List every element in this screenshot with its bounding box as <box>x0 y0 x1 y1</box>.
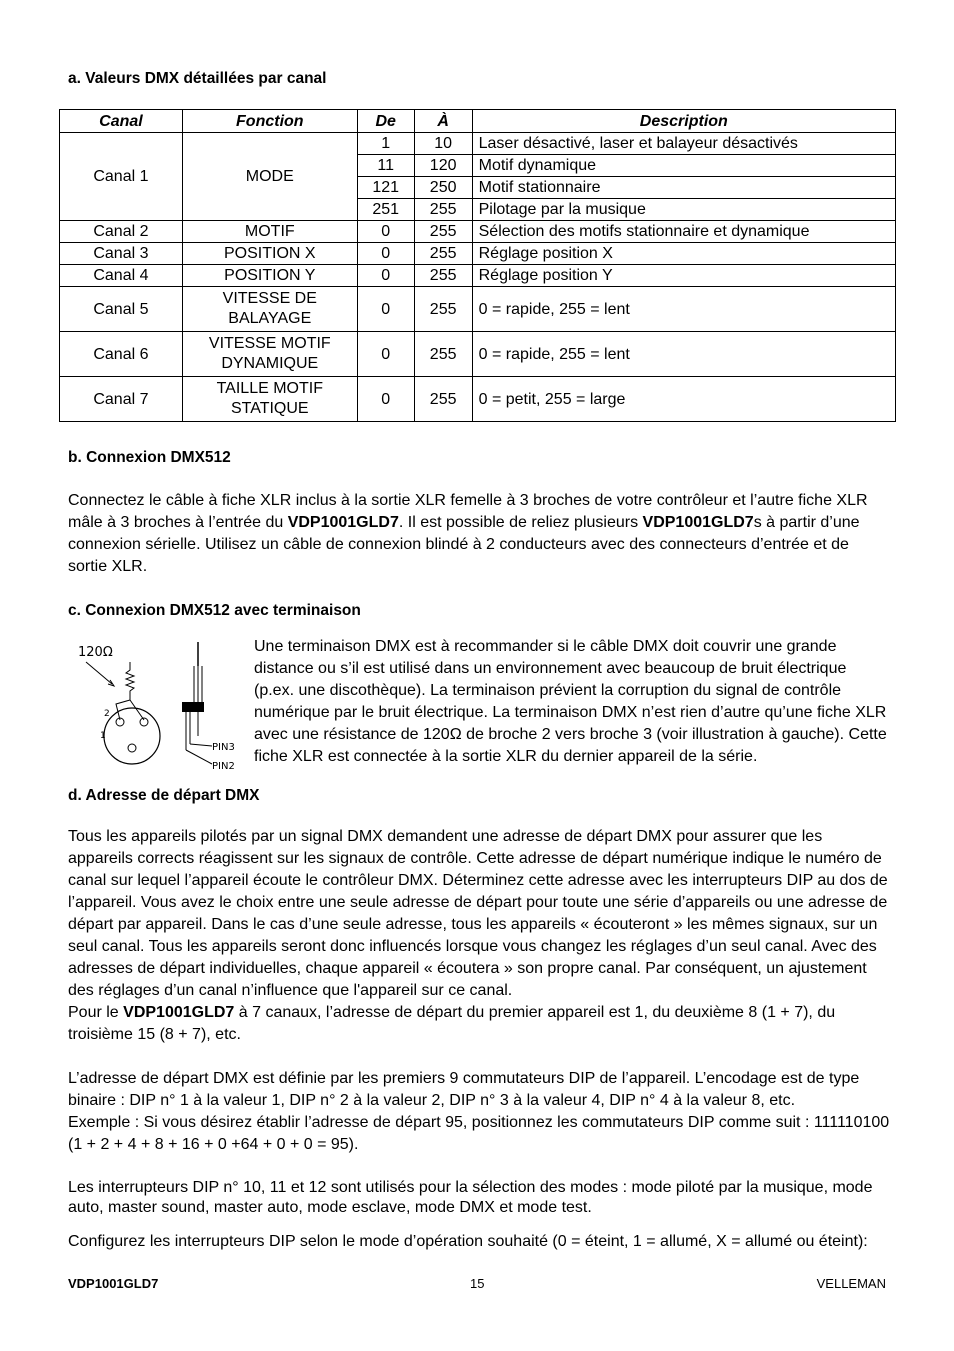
header-canal: Canal <box>60 110 183 133</box>
header-a: À <box>414 110 472 133</box>
paragraph: Exemple : Si vous désirez établir l’adresse de départ 95, positionnez les commutateurs DIP comme suit : 111110100 (1 + 2 + 4 + 8 + 16 + 0 +64 + 0 + 0 = 95). <box>68 1114 890 1153</box>
cell-description: Pilotage par la musique <box>472 199 895 221</box>
product-code: VDP1001GLD7 <box>287 514 399 531</box>
cell-de: 121 <box>357 177 414 199</box>
cell-canal: Canal 7 <box>60 377 183 422</box>
section-a-heading: a. Valeurs DMX détaillées par canal <box>68 70 327 87</box>
pin-icon <box>128 744 136 752</box>
cell-description: Motif stationnaire <box>472 177 895 199</box>
cell-fonction: POSITION X <box>182 243 357 265</box>
cell-description: 0 = rapide, 255 = lent <box>472 287 895 332</box>
table-header-row <box>60 110 896 133</box>
cell-description: Réglage position X <box>472 243 895 265</box>
cell-de: 0 <box>357 377 414 422</box>
text-segment: . Il est possible de reliez plusieurs <box>398 514 643 531</box>
table-row <box>60 332 896 377</box>
dmx-values-table <box>59 109 896 422</box>
cell-description: Réglage position Y <box>472 265 895 287</box>
pin-leader-line <box>190 744 212 746</box>
cell-description: Laser désactivé, laser et balayeur désactivés <box>472 133 895 155</box>
table-row <box>60 287 896 332</box>
cell-a: 120 <box>414 155 472 177</box>
table-row <box>60 265 896 287</box>
cell-fonction: VITESSE DE BALAYAGE <box>182 287 357 332</box>
section-d-heading: d. Adresse de départ DMX <box>68 787 260 804</box>
cell-fonction: POSITION Y <box>182 265 357 287</box>
pin2-label: PIN2 <box>212 761 235 772</box>
cell-description: 0 = rapide, 255 = lent <box>472 332 895 377</box>
table-row <box>60 243 896 265</box>
text-segment: Pour le <box>68 1004 124 1021</box>
cell-de: 0 <box>357 287 414 332</box>
pin-number-label: 1 <box>100 731 106 741</box>
header-description: Description <box>472 110 895 133</box>
header-fonction: Fonction <box>182 110 357 133</box>
text-segment: s à partir d’une connexion sérielle. Utilisez un câble de connexion blindé à 2 conducteurs avec des connecteurs d’entrée et de sortie XLR. <box>68 514 860 575</box>
text-segment: à 7 canaux, l’adresse de départ du premier appareil est 1, du deuxième 8 (1 + 7), du troisième 15 (8 + 7), etc. <box>68 1004 836 1043</box>
cell-de: 1 <box>357 133 414 155</box>
connector-block-icon <box>182 702 204 712</box>
cell-de: 0 <box>357 243 414 265</box>
cell-de: 0 <box>357 265 414 287</box>
table-row <box>60 377 896 422</box>
xlr-termination-illustration <box>72 640 242 772</box>
termination-text: Une terminaison DMX est à recommander si le câble DMX doit couvrir une grande distance ou s’il est utilisé dans un environnement avec beaucoup de bruit électrique (p.ex. une discothèque). La terminaison prévient la corruption du signal de contrôle numérique par le bruit électrique. La terminaison DMX n’est rien d’autre qu’une fiche XLR avec une résistance de 120Ω de broche 2 vers broche 3 (voir illustration à gauche). Cette fiche XLR est connectée à la sortie XLR du dernier appareil de la série. <box>254 638 887 765</box>
product-code: VDP1001GLD7 <box>123 1004 235 1021</box>
product-code: VDP1001GLD7 <box>642 514 754 531</box>
cell-canal: Canal 1 <box>60 133 183 221</box>
pin-number-label: 2 <box>104 709 110 719</box>
pin-leader-line <box>186 750 212 764</box>
cell-a: 255 <box>414 287 472 332</box>
cell-fonction: MOTIF <box>182 221 357 243</box>
header-de: De <box>357 110 414 133</box>
cell-a: 255 <box>414 199 472 221</box>
termination-paragraph <box>254 636 890 768</box>
cell-canal: Canal 5 <box>60 287 183 332</box>
resistor-icon <box>126 662 134 700</box>
start-address-text <box>68 826 890 1253</box>
section-b-heading: b. Connexion DMX512 <box>68 449 231 466</box>
leader-line <box>86 662 112 684</box>
cell-canal: Canal 4 <box>60 265 183 287</box>
resistor-label: 120Ω <box>78 645 113 660</box>
table-row <box>60 133 896 155</box>
cell-canal: Canal 6 <box>60 332 183 377</box>
table-row <box>60 221 896 243</box>
cell-de: 0 <box>357 332 414 377</box>
connection-paragraph <box>68 490 890 578</box>
paragraph: Tous les appareils pilotés par un signal DMX demandent une adresse de départ DMX pour assurer que les appareils corrects réagissent sur les signaux de contrôle. Cette adresse de départ numérique indique le numéro de canal sur lequel l’appareil écoute le contrôleur DMX. Déterminez cette adresse avec les interrupteurs DIP au dos de l’appareil. Vous avez le choix entre une seule adresse de départ pour toute une série d’appareils ou une adresse de départ par appareil. Dans le cas d’une seule adresse, tous les appareils « écouteront » les mêmes signaux, sur un seul canal. Tous les appareils seront donc influencés lorsque vous changez les réglages d’un seul canal. Avec des adresses de départ individuelles, chaque appareil « écoutera » son propre canal. Par conséquent, un ajustement des réglages d’un canal n’influence que l'appareil sur ce canal. <box>68 828 888 999</box>
cell-a: 255 <box>414 243 472 265</box>
cell-de: 0 <box>357 221 414 243</box>
cell-description: 0 = petit, 255 = large <box>472 377 895 422</box>
cell-canal: Canal 3 <box>60 243 183 265</box>
cell-fonction: MODE <box>182 133 357 221</box>
section-c-heading: c. Connexion DMX512 avec terminaison <box>68 602 361 619</box>
footer-model: VDP1001GLD7 <box>68 1276 159 1291</box>
pin3-label: PIN3 <box>212 742 235 753</box>
footer-brand: VELLEMAN <box>816 1276 886 1291</box>
cell-description: Motif dynamique <box>472 155 895 177</box>
cell-a: 10 <box>414 133 472 155</box>
cell-a: 255 <box>414 221 472 243</box>
paragraph <box>68 1002 890 1046</box>
paragraph: Les interrupteurs DIP n° 10, 11 et 12 sont utilisés pour la sélection des modes : mode piloté par la musique, mode auto, master sound, master auto, mode esclave, mode DMX et mode test. <box>68 1179 873 1216</box>
footer-page-number: 15 <box>470 1276 485 1291</box>
cell-canal: Canal 2 <box>60 221 183 243</box>
cell-de: 251 <box>357 199 414 221</box>
cell-description: Sélection des motifs stationnaire et dynamique <box>472 221 895 243</box>
cell-fonction: VITESSE MOTIF DYNAMIQUE <box>182 332 357 377</box>
cell-fonction: TAILLE MOTIF STATIQUE <box>182 377 357 422</box>
xlr-plug-face <box>104 708 160 764</box>
cell-a: 255 <box>414 377 472 422</box>
text-segment: Connectez le câble à fiche XLR inclus à la sortie XLR femelle à 3 broches de votre contrôleur et l’autre fiche XLR mâle à 3 broches à l’entrée du <box>68 492 868 531</box>
cell-de: 11 <box>357 155 414 177</box>
paragraph: Configurez les interrupteurs DIP selon le mode d’opération souhaité (0 = éteint, 1 = allumé, X = allumé ou éteint): <box>68 1233 868 1250</box>
paragraph: L’adresse de départ DMX est définie par les premiers 9 commutateurs DIP de l’appareil. L’encodage est de type binaire : DIP n° 1 à la valeur 1, DIP n° 2 à la valeur 2, DIP n° 3 à la valeur 4, DIP n° 4 à la valeur 8, etc. <box>68 1070 860 1109</box>
cell-a: 255 <box>414 265 472 287</box>
cell-a: 250 <box>414 177 472 199</box>
cell-a: 255 <box>414 332 472 377</box>
